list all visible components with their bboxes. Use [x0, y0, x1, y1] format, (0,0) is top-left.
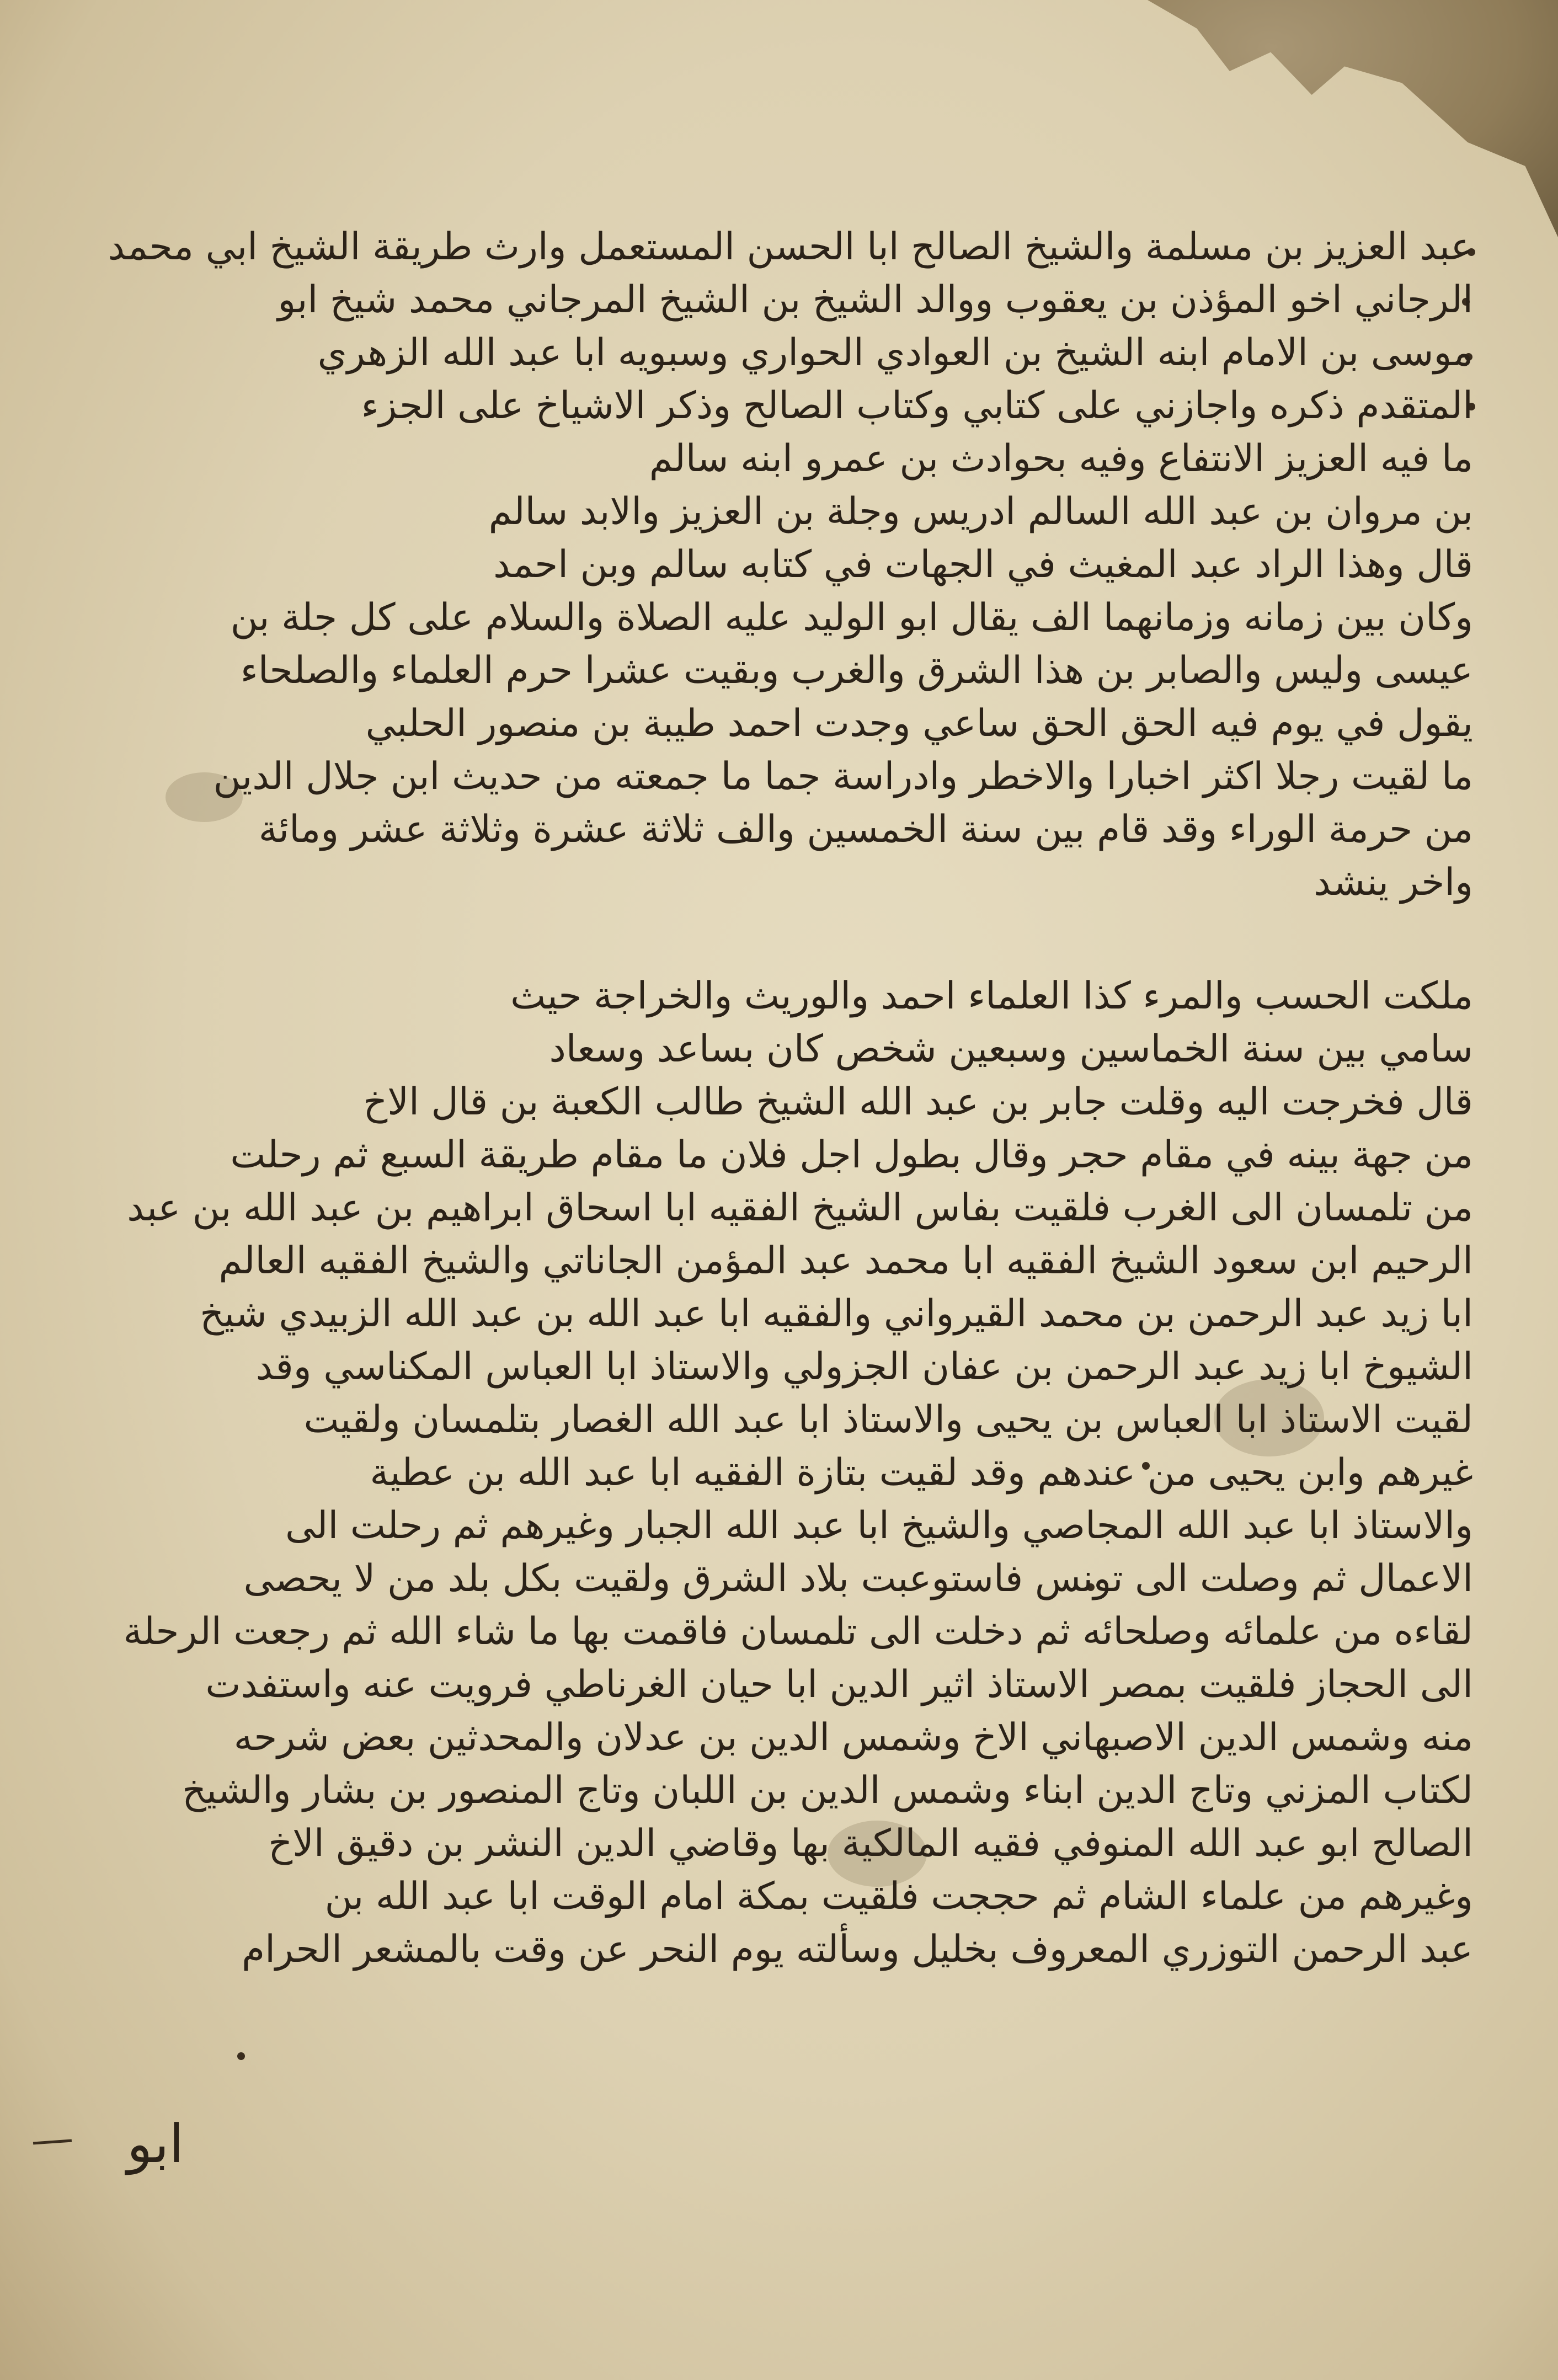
text-line: الرحيم ابن سعود الشيخ الفقيه ابا محمد عبد المؤمن الجاناتي والشيخ الفقيه العالم [218, 1239, 1473, 1283]
text-line: ما لقيت رجلا اكثر اخبارا والاخطر وادراسة جما ما جمعته من حديث ابن جلال الدين [213, 755, 1473, 798]
text-line: ما فيه العزيز الانتفاع وفيه بحوادث بن عمرو ابنه سالم [649, 437, 1473, 481]
text-line: ملكت الحسب والمرء كذا العلماء احمد والوريث والخراجة حيث [510, 974, 1473, 1018]
text-line: منه وشمس الدين الاصبهاني الاخ وشمس الدين بن عدلان والمحدثين بعض شرحه [233, 1716, 1473, 1759]
text-line: سامي بين سنة الخماسين وسبعين شخص كان بساعد وسعاد [549, 1027, 1473, 1071]
text-line: من حرمة الوراء وقد قام بين سنة الخمسين والف ثلاثة عشرة وثلاثة عشر ومائة [258, 808, 1473, 851]
text-line: والاستاذ ابا عبد الله المجاصي والشيخ ابا عبد الله الجبار وغيرهم ثم رحلت الى [285, 1504, 1473, 1547]
text-line: الصالح ابو عبد الله المنوفي فقيه المالكية بها وقاضي الدين النشر بن دقيق الاخ [268, 1822, 1473, 1865]
text-line: موسى بن الامام ابنه الشيخ بن العوادي الحواري وسبويه ابا عبد الله الزهري [317, 331, 1473, 375]
text-line: يقول في يوم فيه الحق الحق ساعي وجدت احمد طيبة بن منصور الحلبي [365, 702, 1473, 745]
text-line: غيرهم وابن يحيى من عندهم وقد لقيت بتازة الفقيه ابا عبد الله بن عطية [370, 1451, 1473, 1495]
text-line: المتقدم ذكره واجازني على كتابي وكتاب الصالح وذكر الاشياخ على الجزء [361, 384, 1473, 428]
text-line: وكان بين زمانه وزمانهما الف يقال ابو الوليد عليه الصلاة والسلام على كل جلة بن [230, 596, 1473, 639]
signature-dash [33, 2139, 72, 2145]
text-line: عبد الرحمن التوزري المعروف بخليل وسألته يوم النحر عن وقت بالمشعر الحرام [242, 1928, 1473, 1971]
text-line: الاعمال ثم وصلت الى تونس فاستوعبت بلاد الشرق ولقيت بكل بلد من لا يحصى [243, 1557, 1473, 1600]
text-line: الى الحجاز فلقيت بمصر الاستاذ اثير الدين ابا حيان الغرناطي فرويت عنه واستفدت [205, 1663, 1473, 1706]
text-line: لكتاب المزني وتاج الدين ابناء وشمس الدين بن اللبان وتاج المنصور بن بشار والشيخ [182, 1769, 1473, 1812]
text-line: واخر ينشد [1314, 861, 1473, 904]
text-line: وغيرهم من علماء الشام ثم حججت فلقيت بمكة امام الوقت ابا عبد الله بن [324, 1875, 1473, 1918]
text-line: من تلمسان الى الغرب فلقيت بفاس الشيخ الفقيه ابا اسحاق ابراهيم بن عبد الله بن عبد [127, 1186, 1473, 1230]
catchword-signature: ابو [127, 2113, 184, 2175]
text-line: قال فخرجت اليه وقلت جابر بن عبد الله الشيخ طالب الكعبة بن قال الاخ [363, 1080, 1473, 1124]
text-line: من جهة بينه في مقام حجر وقال بطول اجل فلان ما مقام طريقة السبع ثم رحلت [230, 1133, 1473, 1177]
text-line: الرجاني اخو المؤذن بن يعقوب ووالد الشيخ بن الشيخ المرجاني محمد شيخ ابو [278, 278, 1473, 322]
text-line: قال وهذا الراد عبد المغيث في الجهات في كتابه سالم وبن احمد [493, 543, 1473, 586]
text-line: بن مروان بن عبد الله السالم ادريس وجلة بن العزيز والابد سالم [488, 490, 1473, 533]
margin-mark [237, 2052, 245, 2060]
text-line: عبد العزيز بن مسلمة والشيخ الصالح ابا الحسن المستعمل وارث طريقة الشيخ ابي محمد [108, 225, 1473, 269]
torn-page-corner [1148, 0, 1558, 237]
text-line: عيسى وليس والصابر بن هذا الشرق والغرب وبقيت عشرا حرم العلماء والصلحاء [240, 649, 1473, 692]
text-line: لقيت الاستاذ ابا العباس بن يحيى والاستاذ ابا عبد الله الغصار بتلمسان ولقيت [303, 1398, 1473, 1442]
text-line: ابا زيد عبد الرحمن بن محمد القيرواني والفقيه ابا عبد الله بن عبد الله الزبيدي شيخ [200, 1292, 1473, 1336]
text-line: الشيوخ ابا زيد عبد الرحمن بن عفان الجزولي والاستاذ ابا العباس المكناسي وقد [255, 1345, 1473, 1389]
manuscript-text [61, 221, 1473, 1976]
text-line: لقاءه من علمائه وصلحائه ثم دخلت الى تلمسان فاقمت بها ما شاء الله ثم رجعت الرحلة [123, 1610, 1473, 1653]
